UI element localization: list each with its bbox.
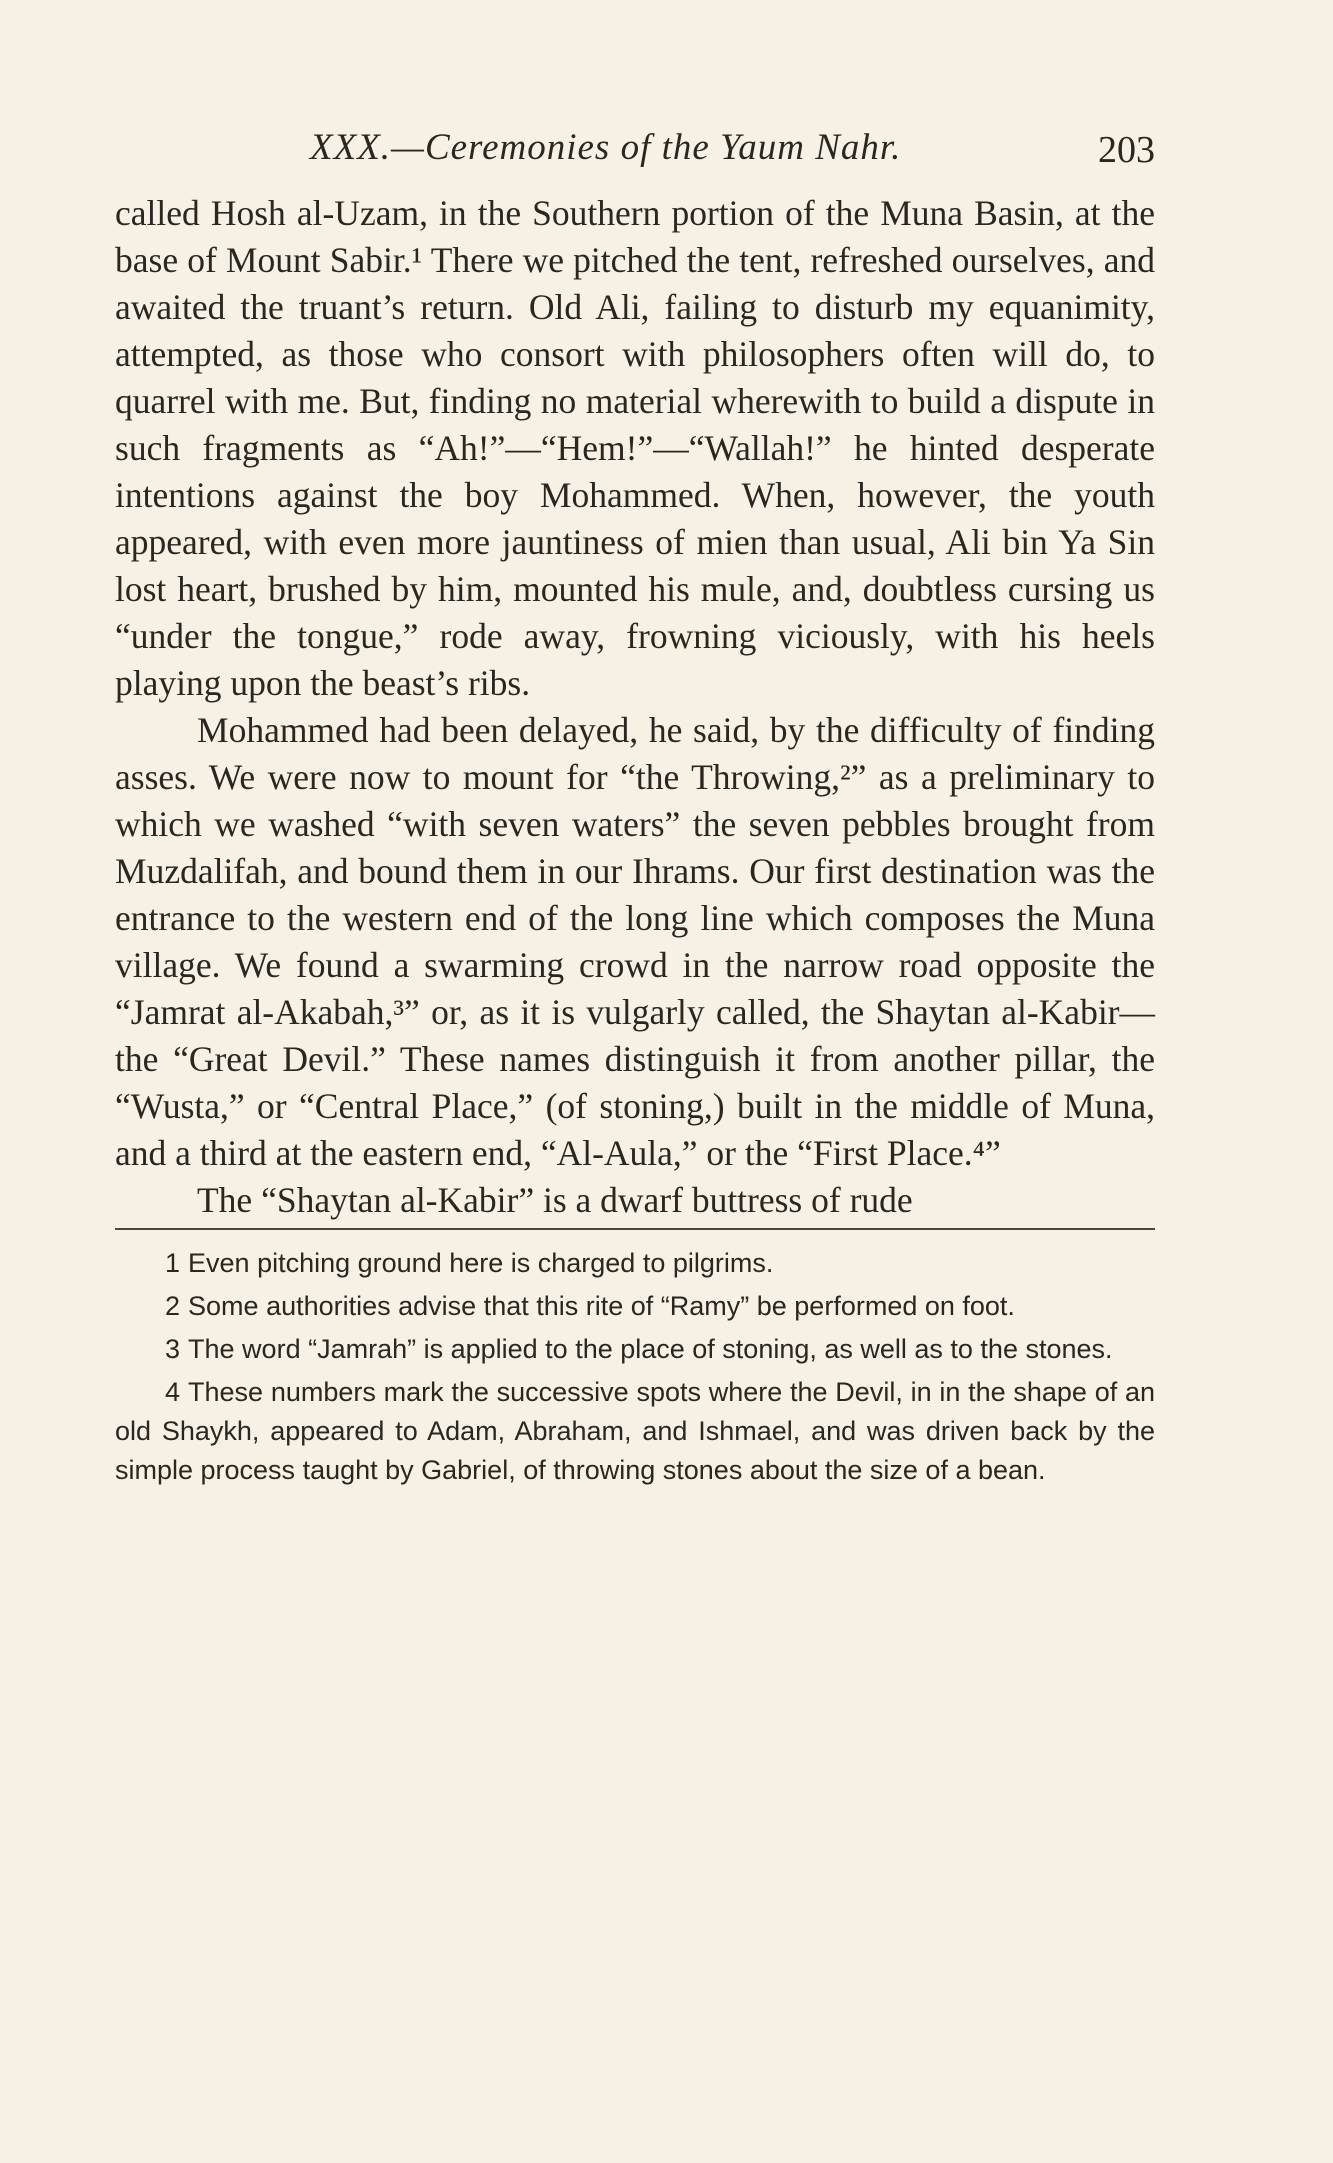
footnote-number: 3 xyxy=(165,1334,181,1364)
footnote-number: 1 xyxy=(165,1248,181,1278)
paragraph-2: Mohammed had been delayed, he said, by the difficulty of finding asses. We were now to mount for “the Throwing,²” as a preliminary to which we washed “with seven waters” the seven pebbles brought from Muzdalifah, and bound them in our Ihrams. Our first destination was the entrance to the western end of the long line which composes the Muna village. We found a swarming crowd in the narrow road opposite the “Jamrat al-Akabah,³” or, as it is vulgarly called, the Shaytan al-Kabir—the “Great Devil.” These names distinguish it from another pillar, the “Wusta,” or “Central Place,” (of stoning,) built in the middle of Muna, and a third at the eastern end, “Al-Aula,” or the “First Place.⁴” xyxy=(115,710,1155,1173)
footnote-text: The word “Jamrah” is applied to the place of stoning, as well as to the stones. xyxy=(188,1334,1113,1364)
body-text xyxy=(115,190,1155,1224)
footnote-rule xyxy=(115,1228,1155,1230)
footnote-1 xyxy=(115,1244,1155,1283)
page-number: 203 xyxy=(1098,129,1155,171)
paragraph-1: called Hosh al-Uzam, in the Southern portion of the Muna Basin, at the base of Mount Sabir.¹ There we pitched the tent, refreshed ourselves, and awaited the truant’s return. Old Ali, failing to disturb my equanimity, attempted, as those who consort with philosophers often will do, to quarrel with me. But, finding no material wherewith to build a dispute in such fragments as “Ah!”—“Hem!”—“Wallah!” he hinted desperate intentions against the boy Mohammed. When, however, the youth appeared, with even more jauntiness of mien than usual, Ali bin Ya Sin lost heart, brushed by him, mounted his mule, and, doubtless cursing us “under the tongue,” rode away, frowning viciously, with his heels playing upon the beast’s ribs. xyxy=(115,193,1155,703)
paragraph-3: The “Shaytan al-Kabir” is a dwarf buttress of rude xyxy=(197,1180,913,1220)
running-head xyxy=(115,120,1155,180)
footnote-4 xyxy=(115,1373,1155,1490)
footnote-text: Even pitching ground here is charged to pilgrims. xyxy=(188,1248,774,1278)
book-page xyxy=(115,120,1155,1494)
footnote-text: Some authorities advise that this rite of “Ramy” be performed on foot. xyxy=(188,1291,1015,1321)
footnotes xyxy=(115,1244,1155,1490)
footnote-number: 2 xyxy=(165,1291,181,1321)
running-title: XXX.—Ceremonies of the Yaum Nahr. xyxy=(310,127,902,168)
footnote-2 xyxy=(115,1287,1155,1326)
footnote-3 xyxy=(115,1330,1155,1369)
footnote-text: These numbers mark the successive spots where the Devil, in in the shape of an old Shaykh, appeared to Adam, Abraham, and Ishmael, and was driven back by the simple process taught by Gabriel, of throwing stones about the size of a bean. xyxy=(115,1377,1155,1485)
footnote-number: 4 xyxy=(165,1377,181,1407)
